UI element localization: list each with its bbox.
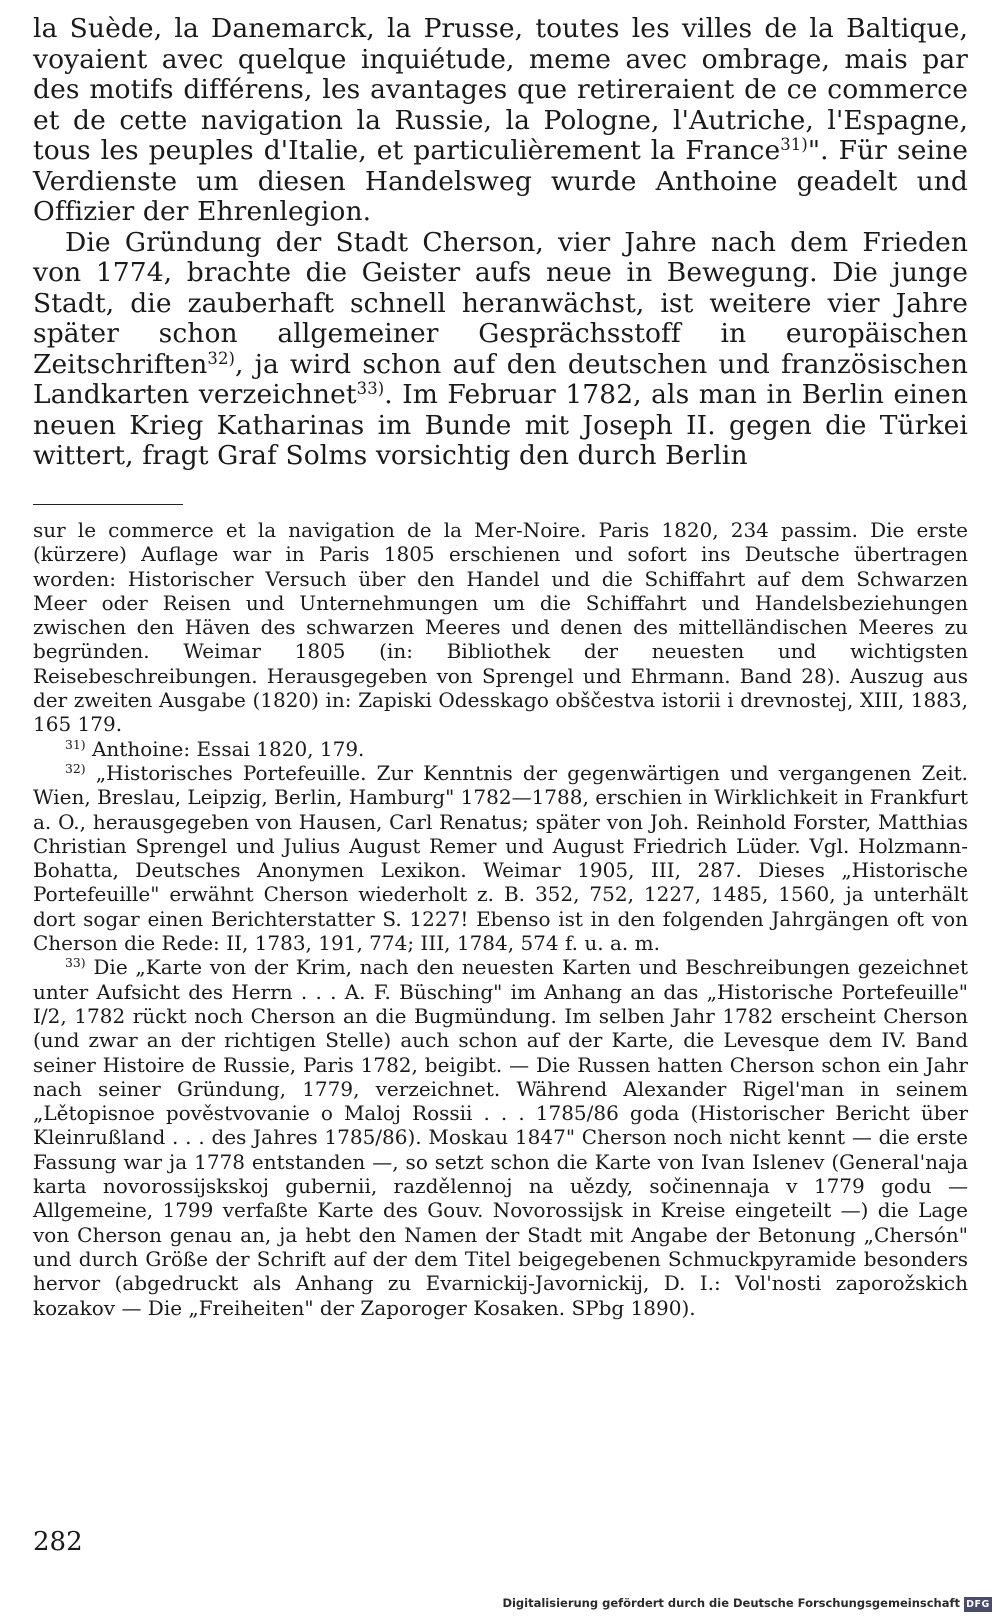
digitization-credit: Digitalisierung gefördert durch die Deutsche Forschungsgemeinschaft [502, 1596, 960, 1610]
body-paragraph-1 [33, 14, 968, 228]
footnotes [33, 518, 968, 1320]
paragraph-text: . Im Februar 1782, als man in Berlin einen neuen Krieg Katharinas im Bunde mit Joseph II. gegen die Türkei wittert, fragt Graf Solms vorsichtig den durch Berlin [33, 379, 968, 471]
footnote-ref-31: 31) [780, 134, 808, 154]
footnote-number: 33) [65, 955, 86, 971]
footnote-ref-33: 33) [356, 378, 385, 398]
footnote-text: Anthoine: Essai 1820, 179. [91, 736, 365, 761]
footnote-ref-32: 32) [207, 348, 235, 368]
footnote-32 [33, 761, 968, 955]
main-text [33, 14, 968, 472]
paragraph-text: ". Für seine Verdienste um diesen Handelsweg wurde Anthoine geadelt und Offizier der Ehrenlegion. [33, 135, 968, 227]
footnote-31 [33, 737, 968, 761]
footnote-text: Die „Karte von der Krim, nach den neuesten Karten und Beschreibungen gezeichnet unter Aufsicht des Herrn . . . A. F. Büsching" im Anhang an das „Historische Portefeuille" I/2, 1782 rückt noch Cherson an die Bugmündung. Im selben Jahr 1782 erscheint Cherson (und zwar an der richtigen Stelle) auch schon auf der Karte, die Levesque dem IV. Band seiner Histoire de Russie, Paris 1782, beigibt. — Die Russen hatten Cherson schon ein Jahr nach seiner Gründung, 1779, verzeichnet. Während Alexander Rigel'man in seinem „Lětopisnoe pověstvovanie o Maloj Rossii . . . 1785/86 goda (Historischer Bericht über Kleinrußland . . . des Jahres 1785/86). Moskau 1847" Cherson noch nicht kennt — die erste Fassung war ja 1778 entstanden —, so setzt schon die Karte von Ivan Islenev (General'naja karta novorossijskskoj gubernii, razdělennoj na uězdy, sočinennaja v 1779 godu — Allgemeine, 1799 verfaßte Karte des Gouv. Novorossijsk in Kreise eingeteilt —) die Lage von Cherson genau an, ja hebt den Namen der Stadt mit Angabe der Betonung „Chersón" und durch Größe der Schrift auf der dem Titel beigegebenen Schmuckpyramide besonders hervor (abgedruckt als Anhang zu Evarnickij-Javornickij, D. I.: Vol'nosti zaporožskich kozakov — Die „Freiheiten" der Zaporoger Kosaken. SPbg 1890). [33, 955, 969, 1320]
footnote-separator [33, 504, 183, 505]
paragraph-text: , ja wird schon auf den deutschen und französischen Landkarten verzeichnet [33, 348, 968, 410]
footnote-text: „Historisches Portefeuille. Zur Kenntnis der gegenwärtigen und vergangenen Zeit. Wien, Breslau, Leipzig, Berlin, Hamburg" 1782—1788, erschien in Wirklichkeit in Frankfurt a. O., herausgegeben von Hausen, Carl Renatus; später von Joh. Reinhold Forster, Matthias Christian Sprengel und Julius August Remer und August Friedrich Lüder. Vgl. Holzmann-Bohatta, Deutsches Anonymen Lexikon. Weimar 1905, III, 287. Dieses „Historische Portefeuille" erwähnt Cherson wiederholt z. B. 352, 752, 1227, 1485, 1560, ja unterhält dort sogar einen Berichterstatter S. 1227! Ebenso ist in den folgenden Jahrgängen oft von Cherson die Rede: II, 1783, 191, 774; III, 1784, 574 f. u. a. m. [33, 760, 968, 956]
footnote-continuation: sur le commerce et la navigation de la Mer-Noire. Paris 1820, 234 passim. Die erste (kürzere) Auflage war in Paris 1805 erschienen und sofort ins Deutsche übertragen worden: Historischer Versuch über den Handel und die Schiffahrt auf dem Schwarzen Meer oder Reisen und Unternehmungen um die Schiffahrt und Handelsbeziehungen zwischen den Häven des schwarzen Meeres und denen des mittelländischen Meeres zu begründen. Weimar 1805 (in: Bibliothek der neuesten und wichtigsten Reisebeschreibungen. Herausgegeben von Sprengel und Ehrmann. Band 28). Auszug aus der zweiten Ausgabe (1820) in: Zapiski Odesskago obščestva istorii i drevnostej, XIII, 1883, 165 179. [33, 518, 968, 737]
paragraph-text: la Suède, la Danemarck, la Prusse, toutes les villes de la Baltique, voyaient avec quelque inquiétude, meme avec ombrage, mais par des motifs différens, les avantages que retireraient de ce commerce et de cette navigation la Russie, la Pologne, l'Autriche, l'Espagne, tous les peuples d'Italie, et particulièrement la France [33, 13, 968, 166]
page-number: 282 [33, 1527, 83, 1557]
paragraph-text: Die Gründung der Stadt Cherson, vier Jahre nach dem Frieden von 1774, brachte die Geister aufs neue in Bewegung. Die junge Stadt, die zauberhaft schnell heranwächst, ist weitere vier Jahre später schon allgemeiner Gesprächsstoff in europäischen Zeitschriften [33, 226, 968, 380]
footnote-number: 31) [65, 736, 86, 752]
footnote-number: 32) [65, 761, 86, 777]
dfg-logo-icon: DFG [964, 1597, 992, 1612]
body-paragraph-2 [33, 228, 968, 472]
footnote-33 [33, 955, 968, 1319]
